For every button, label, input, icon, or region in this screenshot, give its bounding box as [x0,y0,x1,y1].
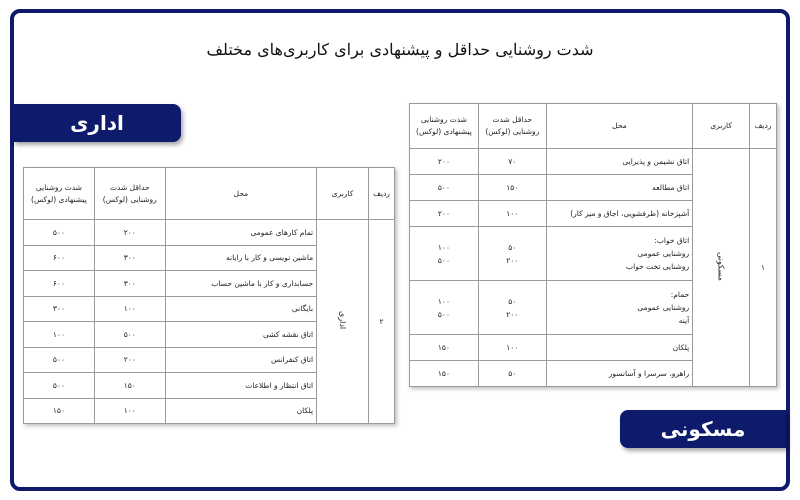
suggested-lux-cell: ۵۰۰ [24,373,95,399]
suggested-lux-cell: ۱۰۰ [24,322,95,348]
place-cell: حسابداری و کار با ماشین حساب [165,271,316,297]
table-row [410,149,777,175]
place-cell: ماشین نویسی و کار با رایانه [165,245,316,271]
place-cell: اتاق انتظار و اطلاعات [165,373,316,399]
place-cell: راهرو، سرسرا و آسانسور [546,361,692,387]
place-sub-item: روشنایی عمومی [637,249,690,258]
header-min: حداقل شدت روشنایی (لوکس) [94,168,165,220]
min-lux-cell: ۵۰۰ [94,322,165,348]
place-cell: اتاق نشیمن و پذیرایی [546,149,692,175]
min-lux-cell: ۱۰۰ [94,398,165,424]
min-lux-cell: ۲۰۰ [94,347,165,373]
min-lux-cell: ۵۰ [478,361,546,387]
place-cell: بایگانی [165,296,316,322]
usage-label: مسکونی [716,252,726,281]
header-place: محل [165,168,316,220]
suggested-lux-cell: ۱۵۰ [410,361,479,387]
suggested-lux-cell [410,227,479,281]
residential-label: مسکونی [620,410,786,448]
min-lux-cell [478,281,546,335]
suggested-lux-value: ۱۰۰ [437,296,450,306]
header-suggested: شدت روشنایی پیشنهادی (لوکس) [24,168,95,220]
suggested-lux-value: ۵۰۰ [437,255,450,265]
min-lux-cell: ۳۰۰ [94,271,165,297]
min-lux-value: ۵۰ [508,296,517,306]
min-lux-value: ۲۰۰ [506,255,519,265]
place-sub-item: روشنایی تخت خواب [626,262,690,271]
min-lux-cell: ۱۵۰ [94,373,165,399]
suggested-lux-cell: ۵۰۰ [24,220,95,246]
min-lux-cell: ۱۵۰ [478,175,546,201]
header-place: محل [546,104,692,149]
place-sub-item: آینه [678,316,690,325]
place-group-label: حمام: [670,290,690,299]
office-label: اداری [13,104,181,142]
usage-cell [693,149,750,387]
header-row: ردیف [369,168,395,220]
place-cell: پلکان [546,335,692,361]
min-lux-cell [478,227,546,281]
header-suggested: شدت روشنایی پیشنهادی (لوکس) [410,104,479,149]
min-lux-cell: ۲۰۰ [94,220,165,246]
suggested-lux-cell: ۶۰۰ [24,271,95,297]
page-title: شدت روشنایی حداقل و پیشنهادی برای کاربری‌های مختلف [206,40,594,59]
min-lux-value: ۵۰ [508,242,517,252]
row-number-cell: ۱ [750,149,777,387]
header-usage: کاربری [317,168,369,220]
place-cell [546,281,692,335]
place-cell: اتاق کنفرانس [165,347,316,373]
min-lux-cell: ۱۰۰ [94,296,165,322]
suggested-lux-value: ۵۰۰ [437,309,450,319]
place-cell: آشپزخانه (ظرفشویی، اجاق و میز کار) [546,201,692,227]
suggested-lux-cell: ۱۵۰ [24,398,95,424]
place-group-label: اتاق خواب: [654,236,690,245]
row-number-cell: ۲ [369,220,395,424]
suggested-lux-cell: ۳۰۰ [24,296,95,322]
usage-label: اداری [338,311,348,330]
suggested-lux-cell: ۲۰۰ [410,149,479,175]
suggested-lux-cell: ۶۰۰ [24,245,95,271]
suggested-lux-cell: ۵۰۰ [410,175,479,201]
header-min: حداقل شدت روشنایی (لوکس) [478,104,546,149]
suggested-lux-cell [410,281,479,335]
place-cell: پلکان [165,398,316,424]
suggested-lux-cell: ۲۰۰ [410,201,479,227]
min-lux-value: ۲۰۰ [506,309,519,319]
table-row [24,220,395,246]
residential-table [409,103,777,387]
place-cell: اتاق مطالعه [546,175,692,201]
place-cell [546,227,692,281]
place-cell: اتاق نقشه کشی [165,322,316,348]
suggested-lux-cell: ۱۵۰ [410,335,479,361]
office-table [23,167,395,424]
min-lux-cell: ۳۰۰ [94,245,165,271]
min-lux-cell: ۱۰۰ [478,201,546,227]
header-usage: کاربری [693,104,750,149]
suggested-lux-value: ۱۰۰ [437,242,450,252]
place-cell: تمام کارهای عمومی [165,220,316,246]
min-lux-cell: ۷۰ [478,149,546,175]
suggested-lux-cell: ۵۰۰ [24,347,95,373]
min-lux-cell: ۱۰۰ [478,335,546,361]
place-sub-item: روشنایی عمومی [637,303,690,312]
usage-cell [317,220,369,424]
header-row: ردیف [750,104,777,149]
